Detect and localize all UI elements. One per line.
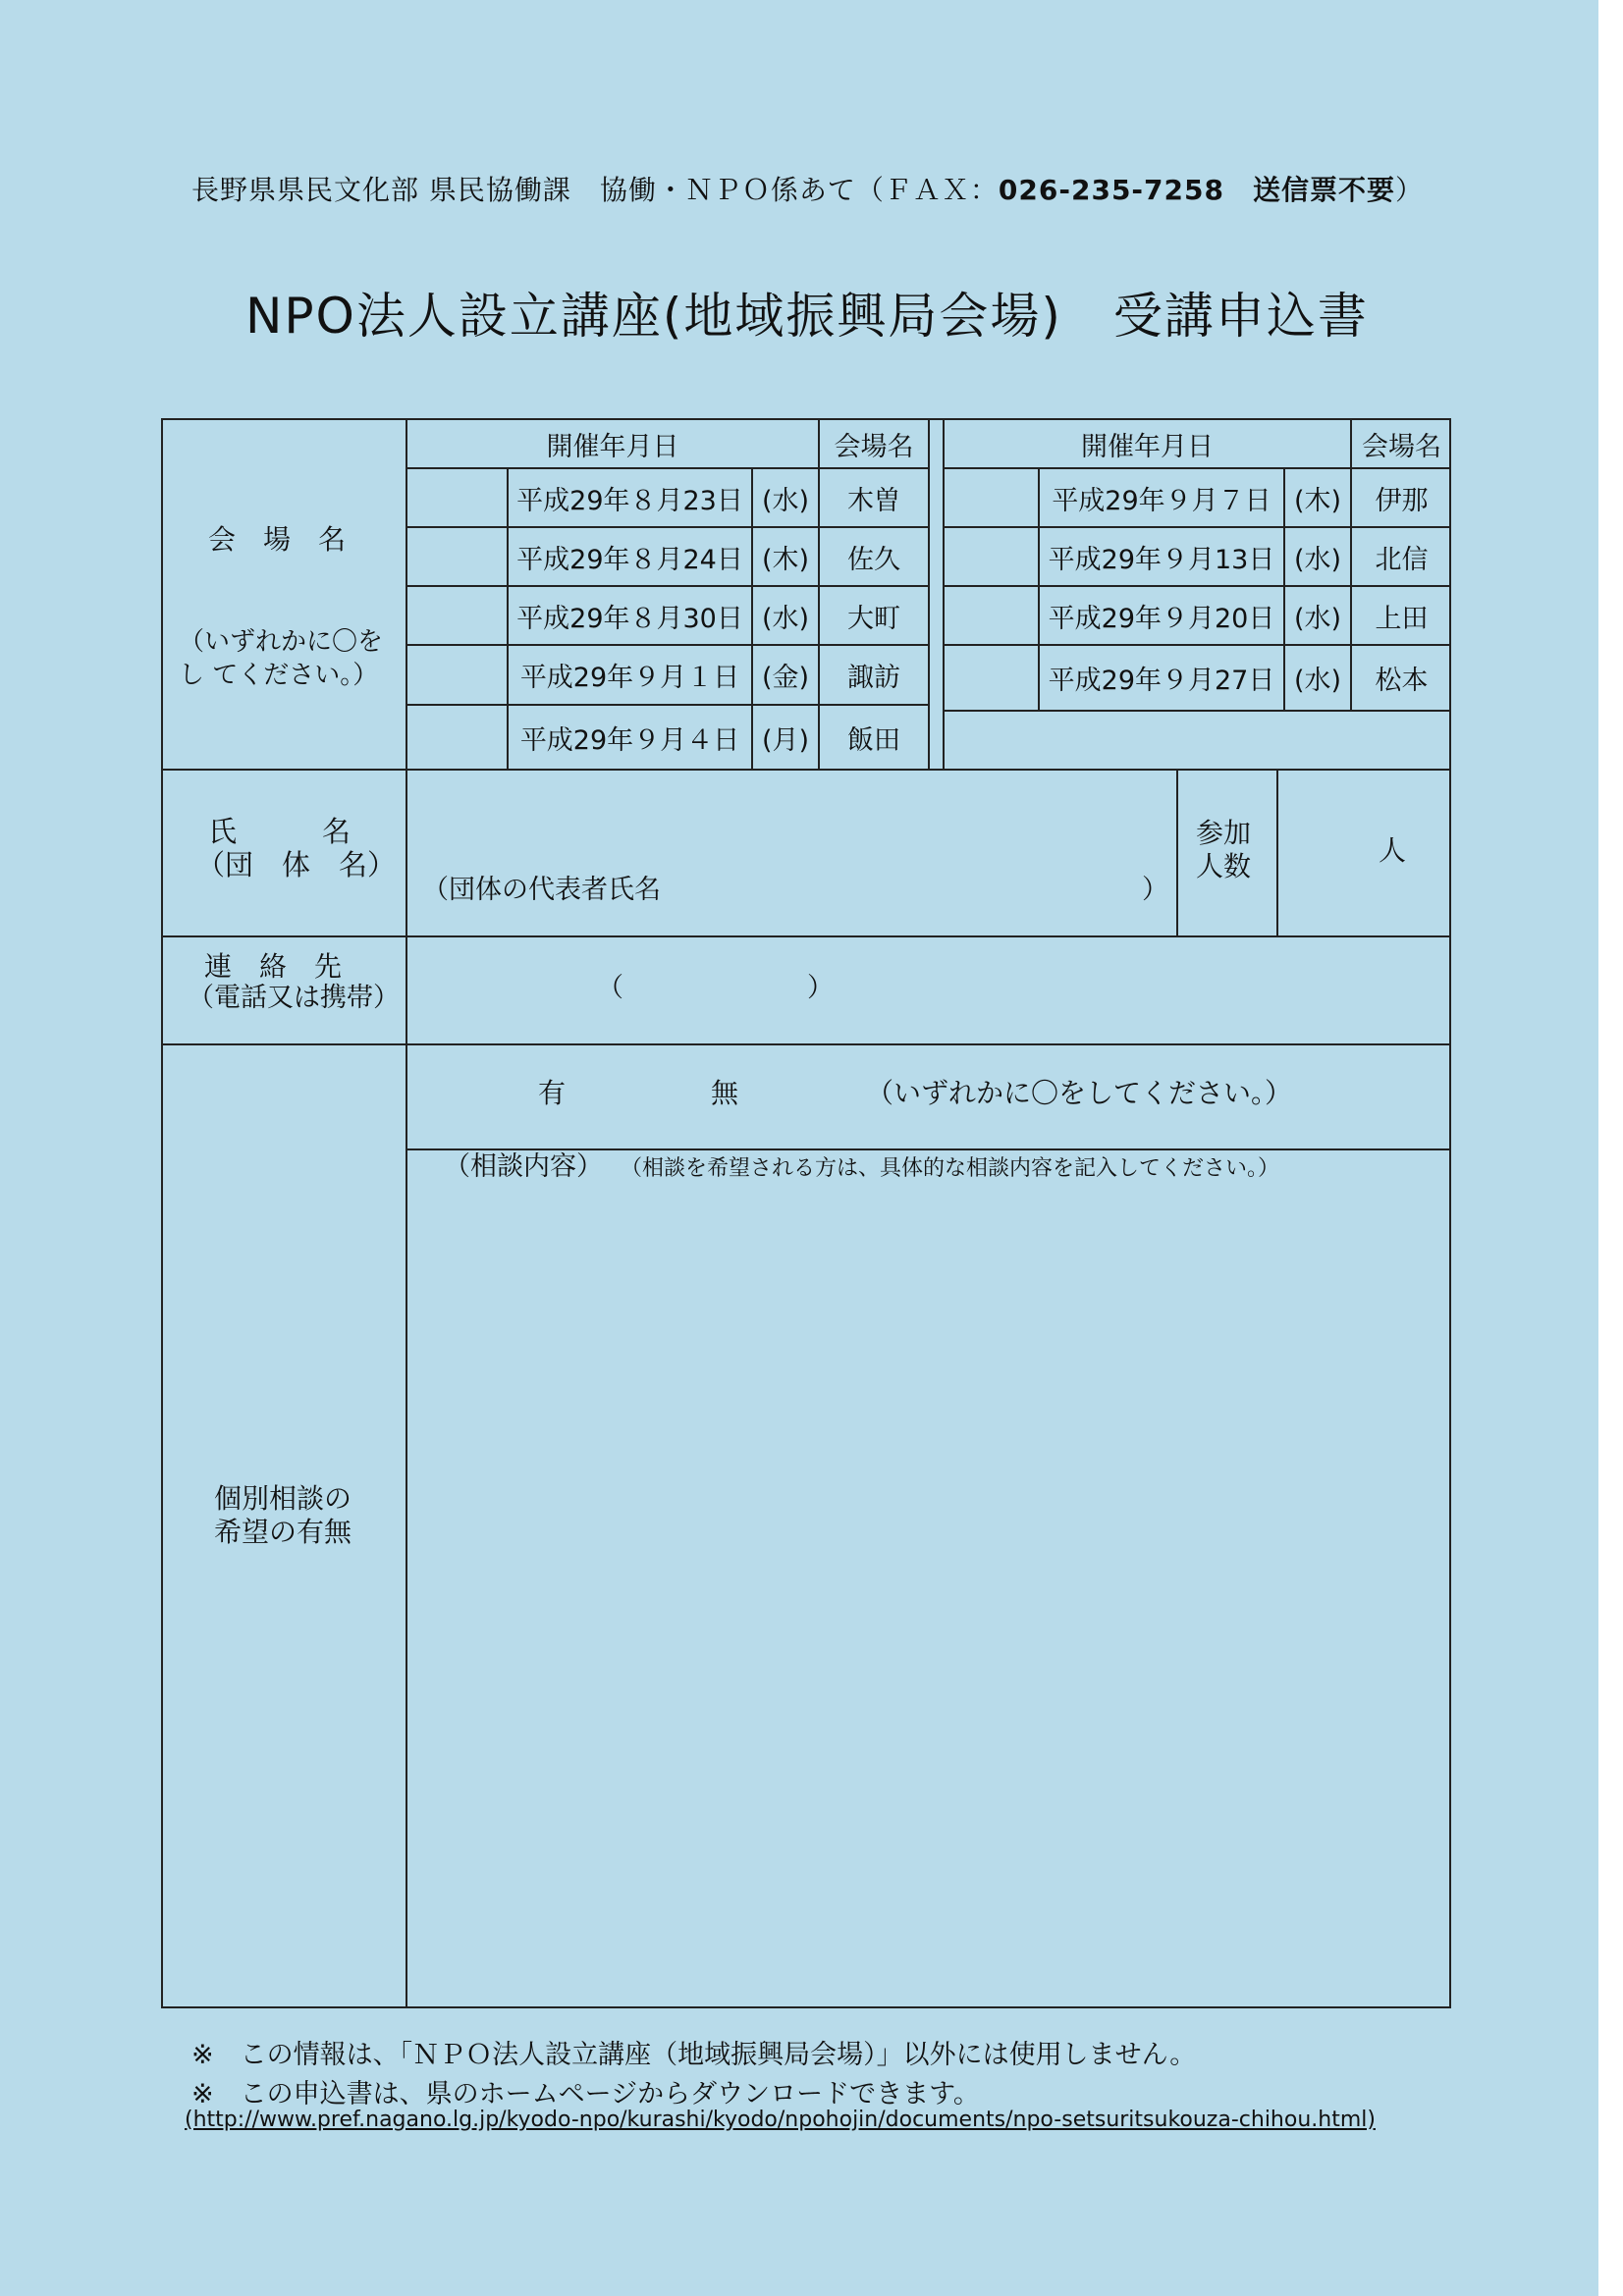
circle-area[interactable]: [945, 587, 1038, 644]
session-date: 平成29年８月23日: [516, 485, 743, 516]
circle-area[interactable]: [407, 706, 507, 769]
session-day: (金): [761, 663, 810, 693]
session-venue: 飯田: [847, 724, 900, 756]
rule-participants-left: [1176, 771, 1178, 935]
session-day: (水): [761, 485, 810, 516]
session-venue: 伊那: [1375, 485, 1429, 516]
session-day: (水): [1293, 544, 1342, 575]
session-venue: 諏訪: [847, 663, 900, 693]
session-day: (水): [1293, 603, 1342, 634]
contact-paren-close: ）: [807, 973, 834, 1003]
session-day: (木): [1293, 485, 1342, 516]
consult-no[interactable]: 無: [711, 1077, 739, 1109]
rule-contact-bottom: [161, 1043, 1451, 1045]
participants-label: 参加: [1196, 817, 1252, 849]
circle-area[interactable]: [407, 528, 507, 585]
session-day: (木): [761, 544, 810, 575]
session-date: 平成29年９月27日: [1048, 666, 1275, 696]
consult-hint: （いずれかに〇をしてください。）: [866, 1077, 1293, 1109]
name-input-area[interactable]: [407, 771, 1176, 935]
consult-content-hint: （相談を希望される方は、具体的な相談内容を記入してください。）: [621, 1156, 1280, 1181]
contact-hint: （電話又は携帯）: [188, 983, 400, 1013]
fax-number: 026-235-7258: [998, 174, 1224, 206]
consult-yes[interactable]: 有: [538, 1077, 567, 1109]
consult-label: 個別相談の: [214, 1482, 352, 1515]
venue-hint: （いずれかに〇をし てください。）: [179, 627, 384, 690]
session-day: (水): [761, 603, 810, 634]
session-date: 平成29年８月30日: [516, 603, 743, 634]
venue-label: 会 場 名: [208, 523, 347, 556]
session-date: 平成29年９月13日: [1048, 544, 1275, 575]
note-download: ※ この申込書は、県のホームページからダウンロードできます。: [191, 2079, 980, 2109]
col-header-venue-left: 会場名: [834, 431, 914, 462]
session-date: 平成29年８月24日: [516, 544, 743, 575]
circle-area[interactable]: [945, 469, 1038, 526]
fax-note: 送信票不要: [1253, 174, 1396, 206]
fax-destination: [191, 169, 1424, 208]
contact-input-area[interactable]: [407, 937, 1451, 1043]
participants-input[interactable]: [1278, 771, 1451, 935]
session-date: 平成29年９月20日: [1048, 603, 1275, 634]
session-venue: 上田: [1375, 603, 1429, 634]
participants-unit: 人: [1379, 834, 1407, 867]
col-header-venue-right: 会場名: [1362, 431, 1441, 462]
circle-area[interactable]: [945, 646, 1038, 710]
session-date: 平成29年９月７日: [1052, 485, 1271, 516]
session-venue: 大町: [847, 603, 900, 634]
session-venue: 松本: [1375, 666, 1429, 696]
col-header-date-left: 開催年月日: [546, 431, 679, 462]
representative-close: ）: [1142, 875, 1168, 905]
session-day: (月): [761, 724, 810, 756]
session-day: (水): [1293, 666, 1342, 696]
consult-content-label: （相談内容）: [444, 1151, 603, 1182]
contact-paren-open: （: [597, 973, 623, 1003]
consult-label-2: 希望の有無: [214, 1516, 352, 1548]
name-label: 氏 名: [208, 815, 352, 848]
session-date: 平成29年９月４日: [519, 724, 740, 756]
fax-prefix: 長野県県民文化部 県民協働課 協働・ＮＰＯ係あて（ＦＡＸ：: [191, 174, 999, 206]
rule-h-r4: [943, 710, 1451, 712]
col-header-date-right: 開催年月日: [1081, 431, 1214, 462]
contact-label: 連 絡 先: [204, 950, 343, 983]
group-name-label: （団 体 名）: [196, 848, 397, 881]
participants-label-2: 人数: [1196, 850, 1252, 882]
consult-content-input[interactable]: [407, 1198, 1451, 2006]
session-venue: 木曽: [847, 485, 900, 516]
circle-area[interactable]: [945, 528, 1038, 585]
download-link[interactable]: (http://www.pref.nagano.lg.jp/kyodo-npo/kurashi/kyodo/npohojin/documents/npo-setsuritsukouza-chihou.html): [185, 2108, 1376, 2132]
rule-v4: [928, 418, 930, 769]
representative-open: （団体の代表者氏名: [422, 875, 661, 905]
session-venue: 北信: [1375, 544, 1429, 575]
page-title: NPO法人設立講座(地域振興局会場) 受講申込書: [245, 288, 1369, 345]
circle-area[interactable]: [407, 587, 507, 644]
note-privacy: ※ この情報は、「ＮＰＯ法人設立講座（地域振興局会場）」以外には使用しません。: [191, 2040, 1197, 2070]
session-date: 平成29年９月１日: [519, 663, 740, 693]
circle-area[interactable]: [407, 469, 507, 526]
session-venue: 佐久: [847, 544, 900, 575]
circle-area[interactable]: [407, 646, 507, 704]
fax-close: ）: [1395, 174, 1425, 206]
